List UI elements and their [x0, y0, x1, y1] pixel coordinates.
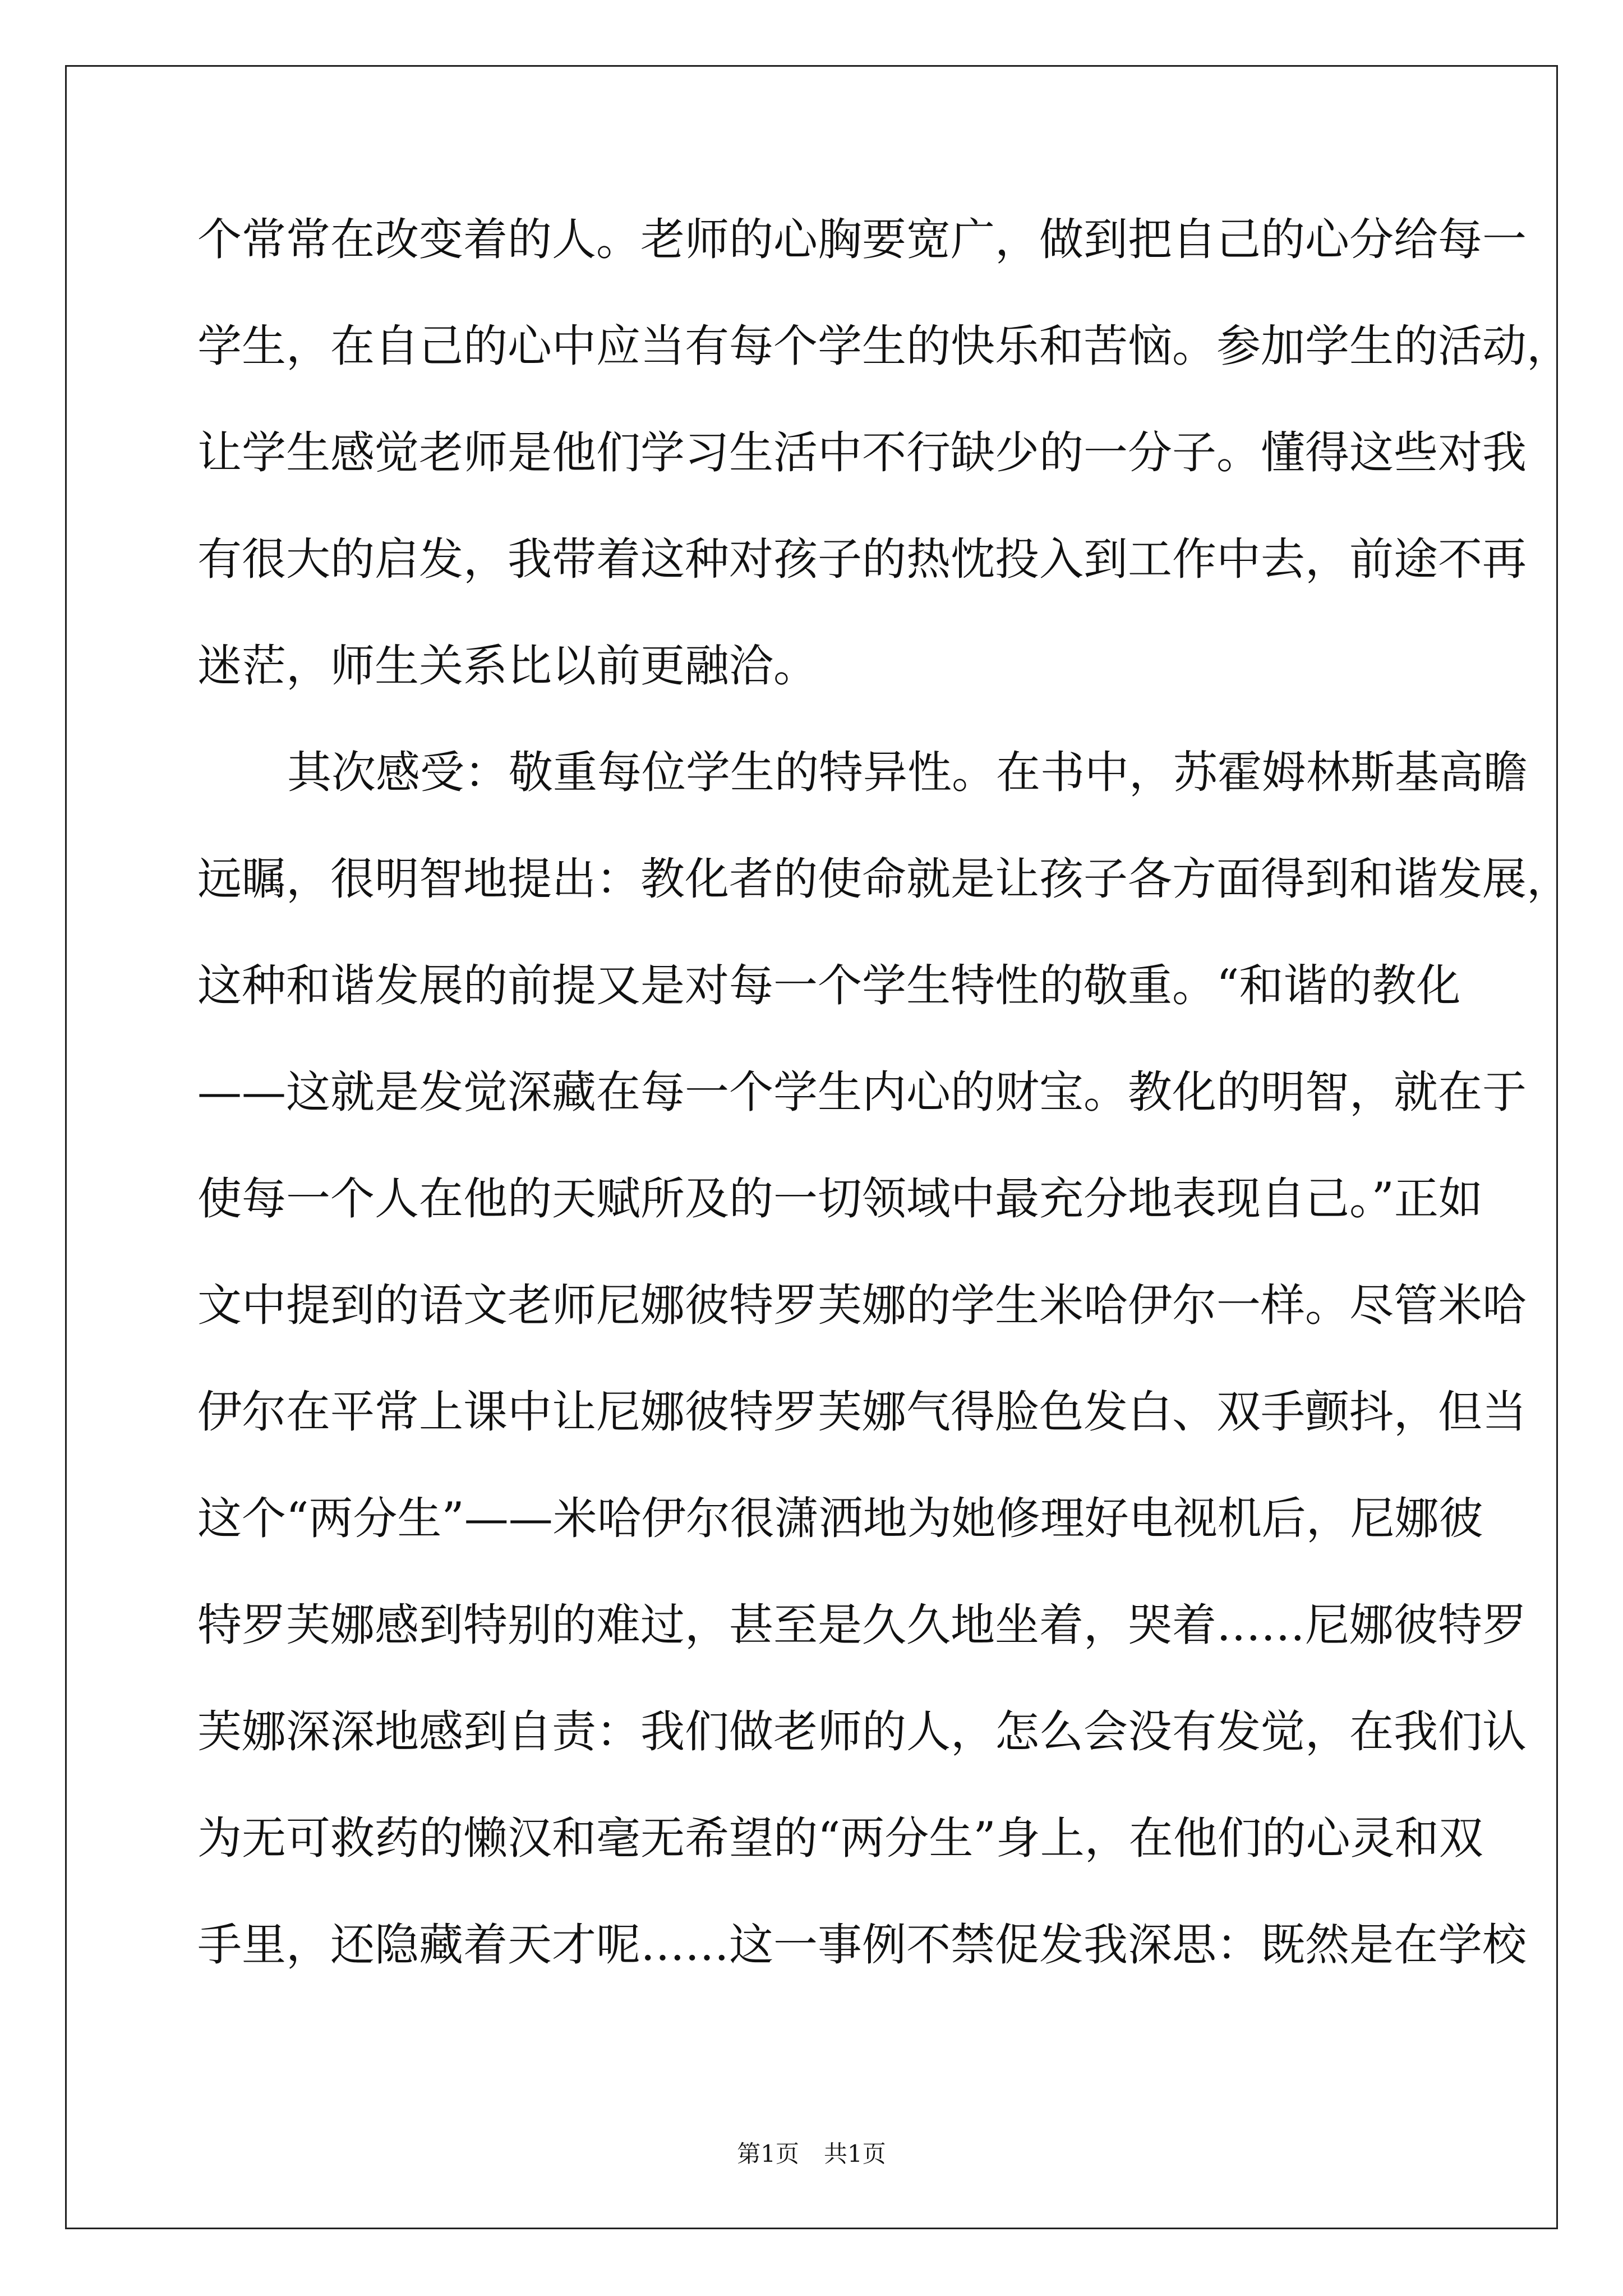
- text-line: 其次感受：敬重每位学生的特异性。在书中，苏霍姆林斯基高瞻: [287, 747, 1528, 798]
- text-line: 这种和谐发展的前提又是对每一个学生特性的敬重。“和谐的教化: [197, 960, 1461, 1011]
- total-pages: 共1页: [824, 2140, 886, 2168]
- text-line: 特罗芙娜感到特别的难过，甚至是久久地坐着，哭着……尼娜彼特罗: [197, 1599, 1527, 1651]
- text-line: 伊尔在平常上课中让尼娜彼特罗芙娜气得脸色发白、双手颤抖，但当: [197, 1386, 1527, 1438]
- text-line: 为无可救药的懒汉和毫无希望的“两分生”身上，在他们的心灵和双: [197, 1812, 1483, 1864]
- page-number: 第1页: [737, 2140, 799, 2168]
- text-line: 文中提到的语文老师尼娜彼特罗芙娜的学生米哈伊尔一样。尽管米哈: [197, 1280, 1527, 1331]
- text-line: 远瞩，很明智地提出：教化者的使命就是让孩子各方面得到和谐发展，: [197, 853, 1571, 905]
- document-body: [197, 186, 1571, 1998]
- text-line: 让学生感觉老师是他们学习生活中不行缺少的一分子。懂得这些对我: [197, 427, 1527, 478]
- text-line: 使每一个人在他的天赋所及的一切领域中最充分地表现自己。”正如: [197, 1173, 1483, 1225]
- text-line: 手里，还隐藏着天才呢……这一事例不禁促发我深思：既然是在学校: [197, 1919, 1527, 1971]
- text-line: 迷茫，师生关系比以前更融洽。: [197, 640, 818, 692]
- text-line: ——这就是发觉深藏在每一个学生内心的财宝。教化的明智，就在于: [197, 1066, 1527, 1118]
- text-line: 有很大的启发，我带着这种对孩子的热忱投入到工作中去，前途不再: [197, 533, 1527, 585]
- text-line: 芙娜深深地感到自责：我们做老师的人，怎么会没有发觉，在我们认: [197, 1706, 1527, 1757]
- page-footer: [0, 2137, 1623, 2171]
- text-line: 学生，在自己的心中应当有每个学生的快乐和苦恼。参加学生的活动，: [197, 320, 1571, 372]
- text-line: 这个“两分生”——米哈伊尔很潇洒地为她修理好电视机后，尼娜彼: [197, 1493, 1483, 1544]
- text-line: 个常常在改变着的人。老师的心胸要宽广，做到把自己的心分给每一: [197, 214, 1527, 265]
